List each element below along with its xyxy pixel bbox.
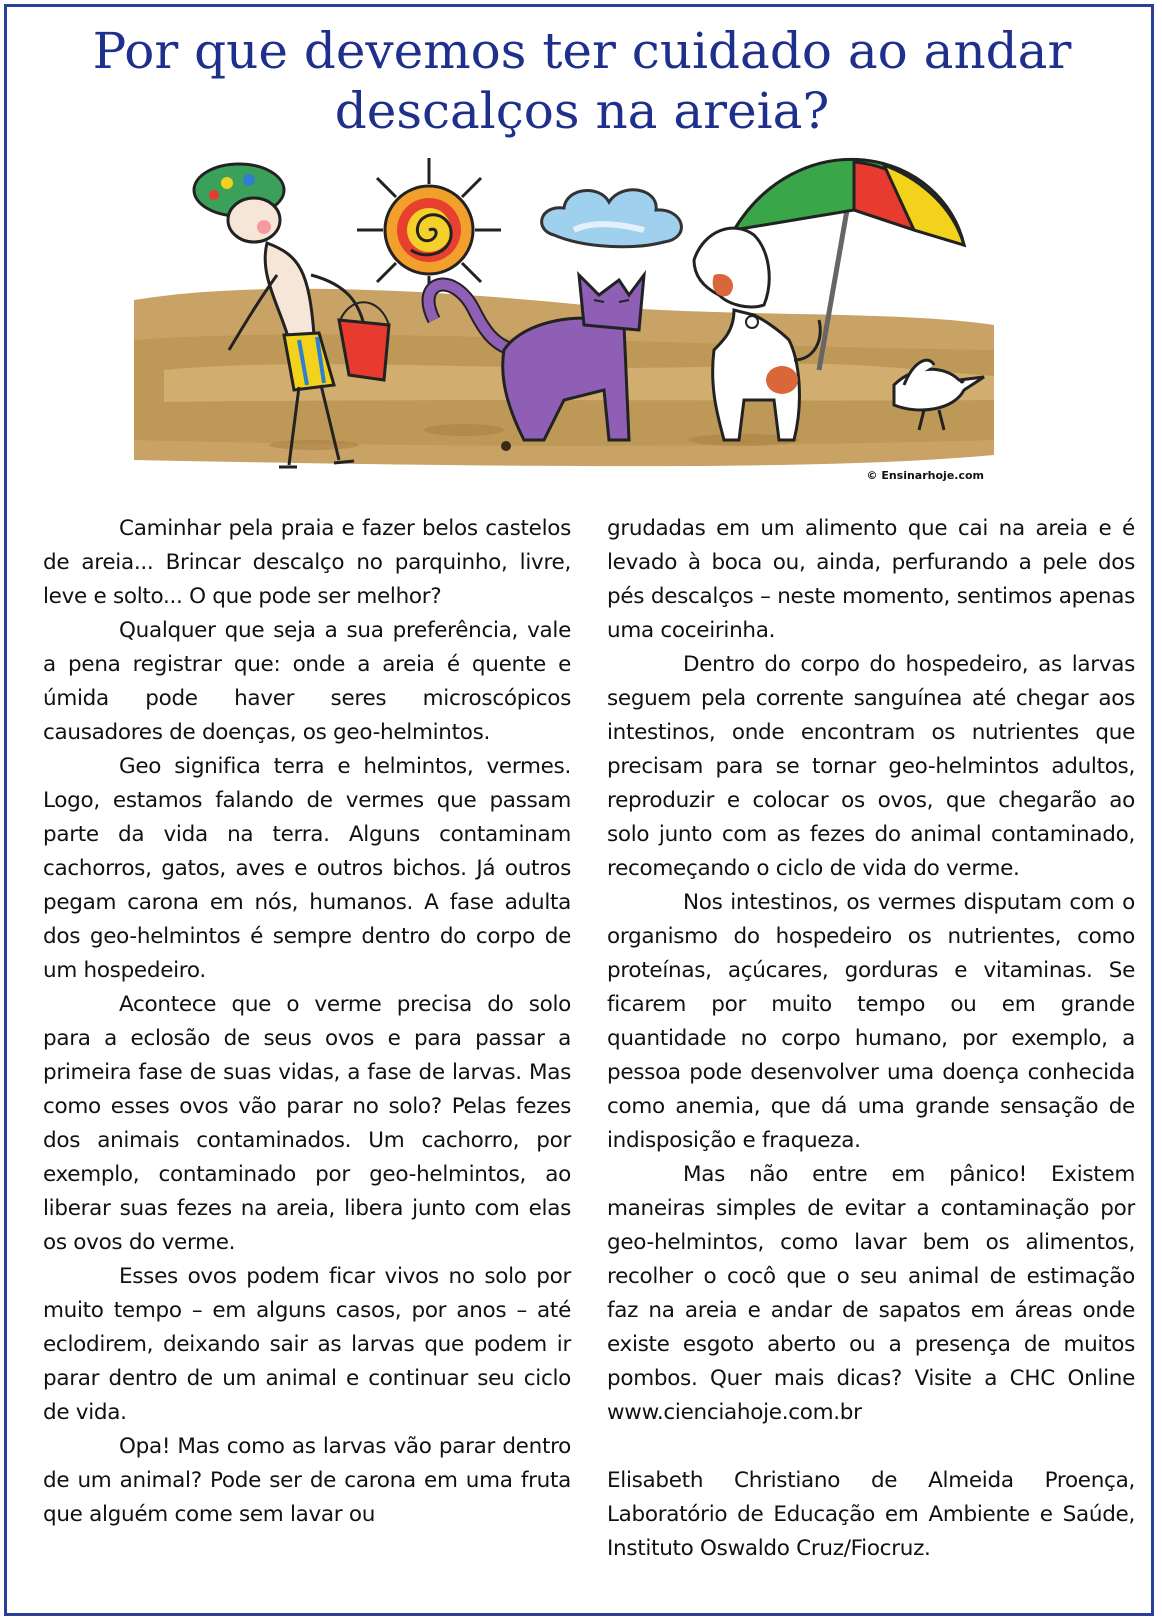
article-paragraph: Caminhar pela praia e fazer belos castelos de areia... Brincar descalço no parquinho, livre, leve e solto... O que pode ser melhor? — [43, 516, 571, 609]
article-paragraph: Nos intestinos, os vermes disputam com o organismo do hospedeiro os nutrientes, como proteínas, açúcares, gorduras e vitaminas. Se ficarem por muito tempo ou em grande quantidade no corpo humano, por exemplo, a pessoa pode desenvolver uma doença conhecida como anemia, que dá uma grande sensação de indisposição e fraqueza. — [607, 890, 1135, 1153]
beach-scene-svg — [134, 140, 994, 488]
article-paragraph: Opa! Mas como as larvas vão parar dentro de um animal? Pode ser de carona em uma fruta que alguém come sem lavar ou — [43, 1434, 571, 1527]
article-paragraph: grudadas em um alimento que cai na areia e é levado à boca ou, ainda, perfurando a pele dos pés descalços – neste momento, sentimos apenas uma coceirinha. — [607, 516, 1135, 643]
cloud-icon — [542, 190, 682, 247]
page-frame — [4, 4, 1154, 1616]
article-paragraph: Geo significa terra e helmintos, vermes. Logo, estamos falando de vermes que passam parte da vida na terra. Alguns contaminam cachorros, gatos, aves e outros bichos. Já outros pegam carona em nós, humanos. A fase adulta dos geo-helmintos é sempre dentro do corpo de um hospedeiro. — [43, 754, 571, 983]
article-column-left — [43, 512, 571, 1612]
article-paragraph: Acontece que o verme precisa do solo para a eclosão de seus ovos e para passar a primeira fase de suas vidas, a fase de larvas. Mas como esses ovos vão parar no solo? Pelas fezes dos animais contaminados. Um cachorro, por exemplo, contaminado por geo-helmintos, ao liberar suas fezes na areia, libera junto com elas os ovos do verme. — [43, 992, 571, 1255]
image-credit: © Ensinarhoje.com — [866, 469, 984, 482]
article-paragraph: Esses ovos podem ficar vivos no solo por muito tempo – em alguns casos, por anos – até eclodirem, deixando sair as larvas que podem ir parar dentro de um animal e continuar seu ciclo de vida. — [43, 1264, 571, 1425]
article-paragraph: Mas não entre em pânico! Existem maneiras simples de evitar a contaminação por geo-helmintos, como lavar bem os alimentos, recolher o cocô que o seu animal de estimação faz na areia e andar de sapatos em áreas onde existe esgoto aberto ou a presença de muitos pombos. Quer mais dicas? Visite a CHC Online www.cienciahoje.com.br — [607, 1162, 1135, 1425]
article-paragraph: Dentro do corpo do hospedeiro, as larvas seguem pela corrente sanguínea até chegar aos intestinos, onde encontram os nutrientes que precisam para se tornar geo-helmintos adultos, reproduzir e colocar os ovos, que chegarão ao solo junto com as fezes do animal contaminado, recomeçando o ciclo de vida do verme. — [607, 652, 1135, 881]
article-paragraph: Qualquer que seja a sua preferência, vale a pena registrar que: onde a areia é quente e úmida pode haver seres microscópicos causadores de doenças, os geo-helmintos. — [43, 618, 571, 745]
page-title: Por que devemos ter cuidado ao andar descalços na areia? — [92, 22, 1072, 140]
author-signature: Elisabeth Christiano de Almeida Proença, Laboratório de Educação em Ambiente e Saúde, Instituto Oswaldo Cruz/Fiocruz. — [607, 1468, 1135, 1561]
beach-illustration — [134, 140, 994, 488]
article-column-right — [607, 512, 1135, 1612]
article-body — [43, 512, 1135, 1612]
sun-icon — [357, 158, 501, 302]
